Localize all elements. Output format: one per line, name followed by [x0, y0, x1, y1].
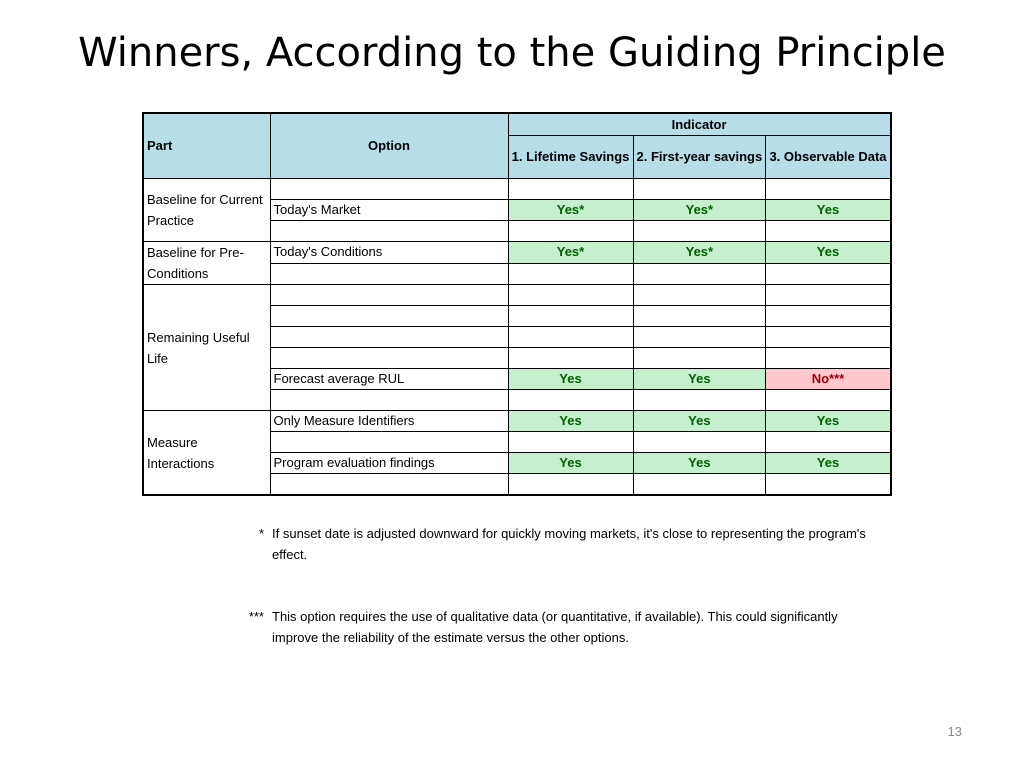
- indicator-cell: [766, 263, 891, 285]
- indicator-cell: [766, 327, 891, 348]
- option-cell: [270, 432, 508, 453]
- indicator-cell: [508, 432, 633, 453]
- indicator-cell: Yes: [508, 411, 633, 432]
- option-cell: [270, 179, 508, 200]
- option-cell: Forecast average RUL: [270, 369, 508, 390]
- indicator-cell: [633, 285, 766, 306]
- option-cell: [270, 474, 508, 496]
- option-cell: [270, 348, 508, 369]
- indicator-cell: [508, 221, 633, 242]
- option-cell: Today's Market: [270, 200, 508, 221]
- page-number: 13: [947, 724, 962, 739]
- part-cell: Baseline for Pre-Conditions: [143, 242, 270, 285]
- table-row: [143, 242, 891, 264]
- indicator-cell: [508, 285, 633, 306]
- indicator-cell: [633, 221, 766, 242]
- header-part: Part: [143, 113, 270, 179]
- indicator-cell: [508, 474, 633, 496]
- indicator-cell: [508, 327, 633, 348]
- indicator-cell: Yes: [766, 411, 891, 432]
- option-cell: Program evaluation findings: [270, 453, 508, 474]
- indicator-cell: [508, 348, 633, 369]
- table-row: [143, 285, 891, 306]
- header-lifetime-savings: 1. Lifetime Savings: [508, 136, 633, 179]
- indicator-cell: Yes*: [508, 242, 633, 264]
- indicator-cell: [766, 179, 891, 200]
- indicator-cell: Yes: [508, 453, 633, 474]
- header-first-year-savings: 2. First-year savings: [633, 136, 766, 179]
- indicator-cell: [633, 348, 766, 369]
- indicator-cell: [766, 432, 891, 453]
- part-cell: Measure Interactions: [143, 411, 270, 496]
- table-body: [143, 113, 891, 495]
- indicator-cell: [766, 221, 891, 242]
- footnote-text: This option requires the use of qualitative data (or quantitative, if available). This could significantly improve the reliability of the estimate versus the other options.: [272, 609, 838, 645]
- option-cell: [270, 390, 508, 411]
- indicator-cell: [633, 306, 766, 327]
- option-cell: [270, 327, 508, 348]
- table-row: [143, 179, 891, 200]
- option-cell: [270, 263, 508, 285]
- indicator-cell: [766, 474, 891, 496]
- indicator-cell: [508, 306, 633, 327]
- option-cell: [270, 221, 508, 242]
- indicator-cell: [766, 285, 891, 306]
- option-cell: [270, 306, 508, 327]
- footnote-mark: ***: [248, 609, 264, 624]
- option-cell: [270, 285, 508, 306]
- indicator-cell: No***: [766, 369, 891, 390]
- indicator-cell: [633, 390, 766, 411]
- option-cell: Only Measure Identifiers: [270, 411, 508, 432]
- indicator-cell: [633, 474, 766, 496]
- indicator-cell: Yes: [766, 453, 891, 474]
- indicator-cell: Yes: [633, 369, 766, 390]
- table-row: [143, 411, 891, 432]
- indicator-cell: Yes*: [633, 242, 766, 264]
- winners-table: [142, 112, 892, 496]
- indicator-cell: [766, 306, 891, 327]
- footnote-text: If sunset date is adjusted downward for quickly moving markets, it's close to representing the program's effect.: [272, 526, 866, 562]
- slide-title: Winners, According to the Guiding Principle: [78, 30, 946, 76]
- indicator-cell: Yes: [766, 200, 891, 221]
- indicator-cell: Yes: [633, 411, 766, 432]
- header-indicator: Indicator: [508, 113, 891, 136]
- header-observable-data: 3. Observable Data: [766, 136, 891, 179]
- option-cell: Today's Conditions: [270, 242, 508, 264]
- header-row-top: [143, 113, 891, 136]
- part-cell: Baseline for Current Practice: [143, 179, 270, 242]
- indicator-cell: [633, 263, 766, 285]
- part-cell: Remaining Useful Life: [143, 285, 270, 411]
- indicator-cell: [508, 179, 633, 200]
- indicator-cell: Yes*: [633, 200, 766, 221]
- indicator-cell: Yes: [633, 453, 766, 474]
- indicator-cell: [508, 263, 633, 285]
- indicator-cell: [633, 432, 766, 453]
- indicator-cell: Yes: [766, 242, 891, 264]
- indicator-cell: [633, 179, 766, 200]
- indicator-cell: [766, 390, 891, 411]
- indicator-cell: [508, 390, 633, 411]
- indicator-cell: [633, 327, 766, 348]
- indicator-cell: [766, 348, 891, 369]
- footnote-mark: *: [258, 526, 264, 541]
- indicator-cell: Yes*: [508, 200, 633, 221]
- header-option: Option: [270, 113, 508, 179]
- indicator-cell: Yes: [508, 369, 633, 390]
